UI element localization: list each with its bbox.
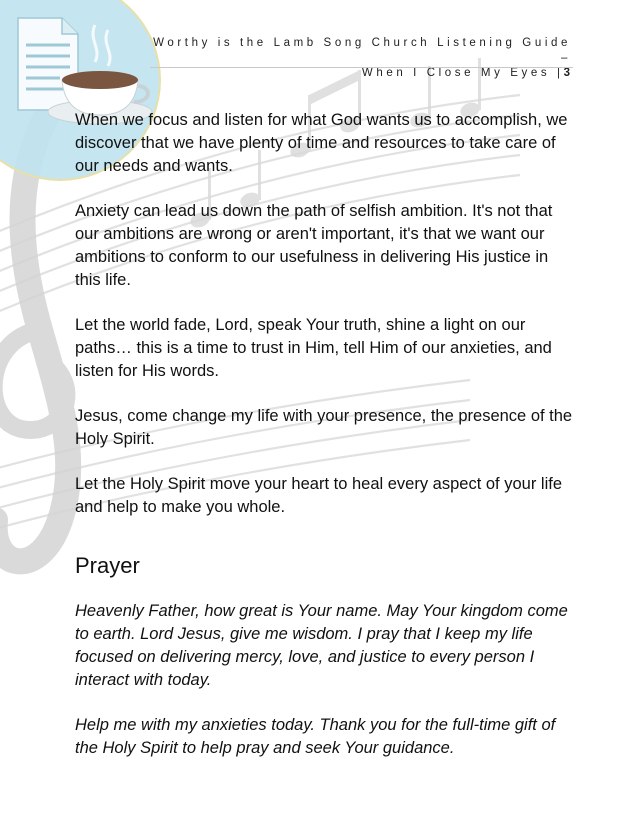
- header-title-line1: Worthy is the Lamb Song Church Listening Guide –: [153, 37, 571, 64]
- body-paragraph: Let the world fade, Lord, speak Your truth, shine a light on our paths… this is a time to trust in Him, tell Him of our anxieties, and listen for His words.: [75, 316, 552, 380]
- prayer-paragraph: Help me with my anxieties today. Thank you for the full-time gift of the Holy Spirit to help pray and seek Your guidance.: [75, 716, 556, 757]
- page-header: [141, 36, 571, 81]
- body-paragraph: Let the Holy Spirit move your heart to heal every aspect of your life and help to make you whole.: [75, 475, 562, 516]
- body-paragraph: Jesus, come change my life with your presence, the presence of the Holy Spirit.: [75, 407, 573, 448]
- page-number: 3: [563, 67, 571, 79]
- main-content: [75, 109, 575, 782]
- body-paragraph: When we focus and listen for what God wants us to accomplish, we discover that we have plenty of time and resources to take care of our needs and wants.: [75, 111, 568, 175]
- header-title-line2: [141, 66, 571, 81]
- header-divider: [150, 67, 573, 68]
- body-paragraph: Anxiety can lead us down the path of selfish ambition. It's not that our ambitions are wrong or aren't important, it's that we want our ambitions to conform to our usefulness in delivering His justice in this life.: [75, 202, 553, 289]
- header-title-line2-text: When I Close My Eyes |: [361, 67, 564, 79]
- prayer-heading: Prayer: [75, 553, 140, 578]
- prayer-paragraph: Heavenly Father, how great is Your name. May Your kingdom come to earth. Lord Jesus, give me wisdom. I pray that I keep my life focused on delivering mercy, love, and justice to every person I interact with today.: [75, 602, 568, 689]
